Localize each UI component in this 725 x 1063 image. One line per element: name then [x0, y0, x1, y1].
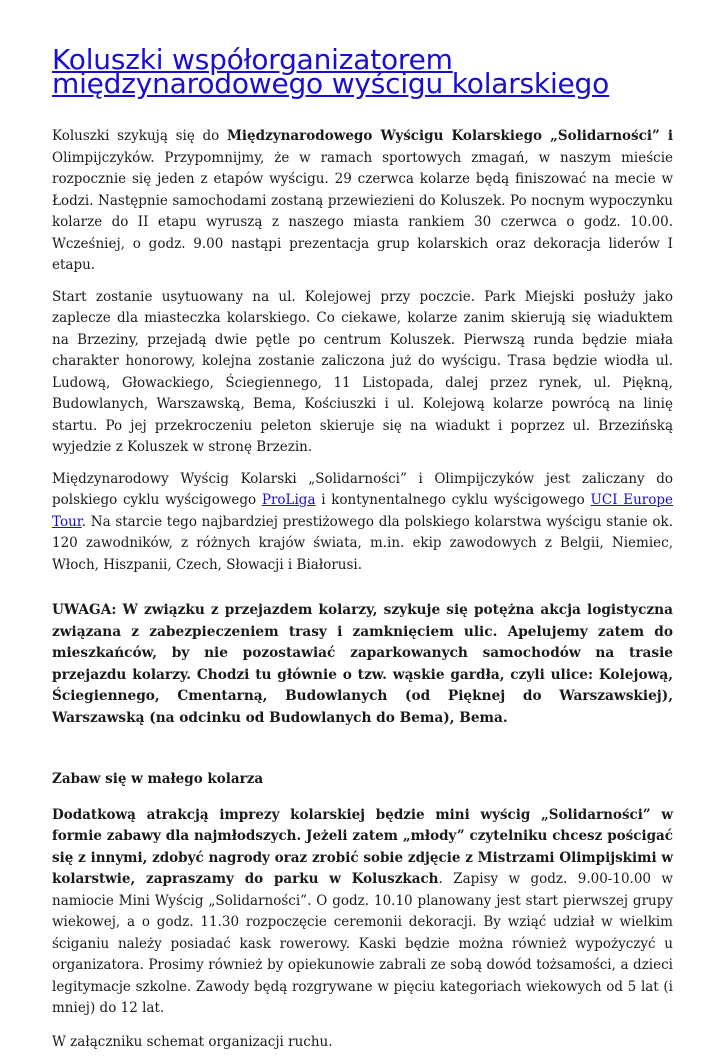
- intro-text-c: Olimpijczyków. Przypomnijmy, że w ramach sportowych zmagań, w naszym mieście rozpocznie się jeden z etapów wyścigu. 29 czerwca kolarze będą finiszować na mecie w Łodzi. Następnie samochodami zostaną przewiezieni do Koluszek. Po nocnym wypoczynku kolarze do II etapu wyruszą z naszego miasta rankiem 30 czerwca o godz. 10.00. Wcześniej, o godz. 9.00 nastąpi prezentacja grup kolarskich oraz dekoracja liderów I etapu.: [52, 149, 673, 273]
- article-title-link[interactable]: Koluszki współorganizatorem międzynarodowego wyścigu kolarskiego: [52, 43, 610, 100]
- series-text-b: i kontynentalnego cyklu wyścigowego: [315, 492, 591, 508]
- subheading: Zabaw się w małego kolarza: [52, 771, 264, 787]
- mini-race-text: . Zapisy w godz. 9.00-10.00 w namiocie Mini Wyścig „Solidarności”. O godz. 10.10 planowany jest start pierwszej grupy wiekowej, a o godz. 11.30 rozpoczęcie ceremonii dekoracji. By wziąć udział w wielkim ściganiu należy posiadać kask rowerowy. Kaski będzie można również wypożyczyć u organizatora. Prosimy również by opiekunowie zabrali ze sobą dowód tożsamości, a dzieci legitymacje szkolne. Zawody będą rozgrywane w pięciu kategoriach wiekowych od 5 lat (i mniej) do 12 lat.: [52, 871, 673, 1016]
- traffic-warning: UWAGA: W związku z przejazdem kolarzy, szykuje się potężna akcja logistyczna związana z zabezpieczeniem trasy i zamknięciem ulic. Apelujemy zatem do mieszkańców, by nie pozostawiać zaparkowanych samochodów na trasie przejazdu kolarzy. Chodzi tu głównie o tzw. wąskie gardła, czyli ulice: Kolejową, Ściegiennego, Cmentarną, Budowlanych (od Pięknej do Warszawskiej), Warszawską (na odcinku od Budowlanych do Bema), Bema.: [52, 602, 673, 726]
- paragraph-intro: [52, 126, 673, 277]
- proliga-link[interactable]: ProLiga: [261, 492, 316, 508]
- intro-text-a: Koluszki szykują się do: [52, 128, 227, 144]
- series-text-a: Międzynarodowy Wyścig Kolarski „Solidarności” i Olimpijczyków jest zaliczany do polskiego cyklu wyścigowego: [52, 470, 673, 508]
- attachment-note: W załączniku schemat organizacji ruchu.: [52, 1033, 333, 1050]
- intro-race-name: Międzynarodowego Wyścigu Kolarskiego „Solidarności” i: [226, 128, 673, 144]
- mini-race-bold: Dodatkową atrakcją imprezy kolarskiej będzie mini wyścig „Solidarności” w formie zabawy dla najmłodszych. Jeżeli zatem „młody” czytelniku chcesz pościgać się z innymi, zdobyć nagrody oraz zrobić sobie zdjęcie z Mistrzami Olimpijskimi w kolarstwie, zapraszamy do parku w Koluszkach: [52, 806, 673, 887]
- paragraph-route: Start zostanie usytuowany na ul. Kolejowej przy poczcie. Park Miejski posłuży jako zaplecze dla miasteczka kolarskiego. Co ciekawe, kolarze zanim skierują się wiaduktem na Brzeziny, przejadą dwie pętle po centrum Koluszek. Pierwszą runda będzie miała charakter honorowy, kolejna zostanie zaliczona już do wyścigu. Trasa będzie wiodła ul. Ludową, Głowackiego, Ściegiennego, 11 Listopada, dalej przez rynek, ul. Piękną, Budowlanych, Warszawską, Bema, Kościuszki i ul. Kolejową kolarze powrócą na linię startu. Po jej przekroczeniu peleton skieruje się na wiadukt i poprzez ul. Brzezińską wyjedzie z Koluszek w stronę Brzezin.: [52, 288, 673, 455]
- article-title: [52, 43, 673, 100]
- series-text-c: . Na starcie tego najbardziej prestiżowego dla polskiego kolarstwa wyścigu stanie ok. 120 zawodników, z różnych krajów świata, m.in. ekip zawodowych z Belgii, Niemiec, Włoch, Hiszpanii, Czech, Słowacji i Białorusi.: [52, 513, 673, 573]
- article: [52, 43, 674, 1063]
- uci-europe-tour-link[interactable]: UCI Europe Tour: [52, 492, 674, 530]
- paragraph-series: [52, 469, 673, 577]
- paragraph-mini-race: [52, 805, 673, 1020]
